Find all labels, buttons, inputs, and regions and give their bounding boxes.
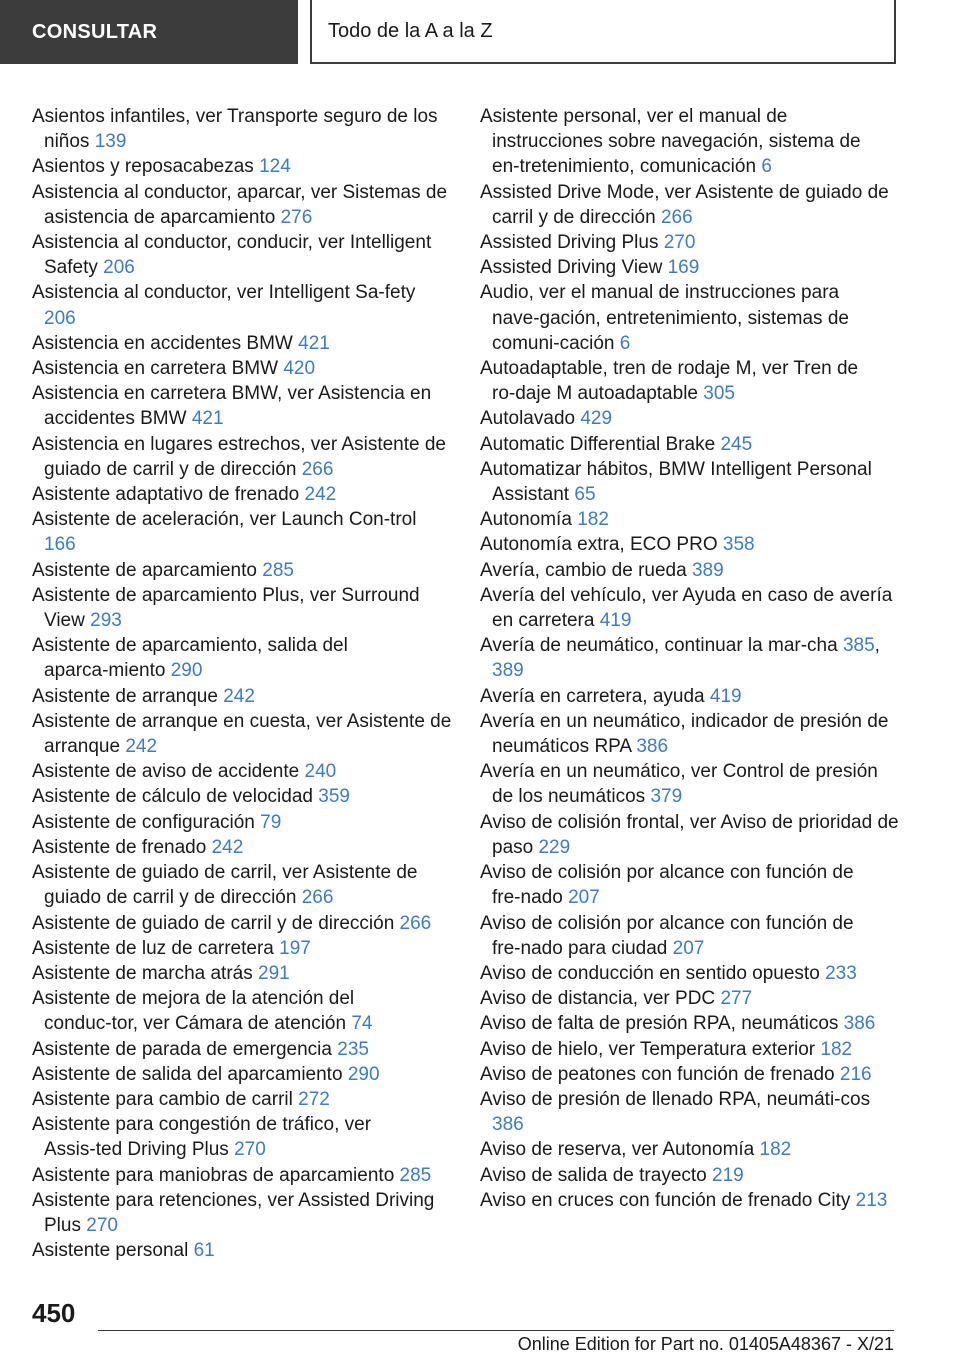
index-entry [32, 633, 452, 683]
index-entry [480, 457, 900, 507]
index-entry-term: Asistente de parada de emergencia [32, 1038, 332, 1060]
index-entry-term: Asistente de aparcamiento Plus, ver Surround View [32, 584, 420, 632]
page-reference-link[interactable]: 233 [825, 962, 857, 984]
index-entry [32, 583, 452, 633]
page-reference-link[interactable]: 240 [304, 761, 337, 783]
index-entry [32, 961, 452, 986]
index-entry [480, 180, 900, 230]
index-entry-term: Autoadaptable, tren de rodaje M, ver Tren de ro‑daje M autoadaptable [480, 358, 859, 405]
index-entry-term: Aviso de salida de trayecto [480, 1164, 707, 1186]
page-reference-link[interactable]: 74 [351, 1013, 373, 1035]
page-reference-link[interactable]: 79 [260, 811, 282, 833]
page-reference-link[interactable]: 421 [191, 408, 224, 430]
page-reference-link[interactable]: 276 [280, 206, 313, 228]
page-reference-link[interactable]: 389 [492, 660, 524, 682]
chapter-tab: Todo de la A a la Z [310, 0, 896, 64]
index-entry [480, 1163, 900, 1188]
index-entry-term: Aviso en cruces con función de frenado City [480, 1189, 851, 1211]
page-reference-link[interactable]: 229 [538, 836, 571, 858]
index-entry-term: Asistente de arranque [32, 685, 218, 707]
index-entry [32, 356, 452, 381]
page-reference-link[interactable]: 419 [709, 685, 742, 707]
page-reference-link[interactable]: 235 [337, 1038, 369, 1060]
index-entry-term: Asistente de configuración [32, 811, 255, 833]
index-entry [32, 331, 452, 356]
index-entry [480, 1011, 900, 1036]
index-entry [32, 180, 452, 230]
page-reference-link[interactable]: 270 [234, 1139, 266, 1161]
index-entry [480, 255, 900, 280]
index-entry [32, 104, 452, 154]
index-entry [480, 1137, 900, 1162]
page-reference-link[interactable]: 290 [347, 1063, 380, 1085]
page-reference-link[interactable]: 65 [574, 484, 596, 506]
index-entry [32, 709, 452, 759]
index-entry [32, 860, 452, 910]
page-reference-link[interactable]: 389 [691, 559, 724, 581]
index-entry [32, 759, 452, 784]
index-entry-term: Asistente de frenado [32, 836, 207, 858]
index-entry-term: Avería del vehículo, ver Ayuda en caso de avería en carretera [480, 584, 893, 632]
index-entry [480, 583, 900, 633]
index-entry [480, 1037, 900, 1062]
index-entry [32, 936, 452, 961]
page-reference-link[interactable]: 386 [636, 736, 669, 758]
index-entry [32, 1087, 452, 1112]
index-entry-term: Audio, ver el manual de instrucciones para nave‑gación, entretenimiento, sistemas de comuni‑cación [480, 282, 849, 354]
index-entry [480, 684, 900, 709]
page-reference-link[interactable]: 197 [279, 937, 311, 959]
page-reference-link[interactable]: 266 [660, 206, 693, 228]
index-entry-term: Asistente de aceleración, ver Launch Con‑trol [32, 509, 417, 531]
index-entry [480, 961, 900, 986]
index-entry-term: Autonomía extra, ECO PRO [480, 534, 718, 556]
index-entry [480, 1188, 900, 1213]
index-entry-term: Asistente de mejora de la atención del conduc‑tor, ver Cámara de atención [32, 988, 355, 1035]
index-entry-term: Autolavado [480, 408, 576, 430]
index-entry-term: Asientos y reposacabezas [32, 156, 254, 178]
index-entry [32, 154, 452, 179]
index-entry-term: Asistencia al conductor, conducir, ver Intelligent Safety [32, 232, 432, 279]
index-entry-term: Aviso de colisión por alcance con función de fre‑nado [480, 862, 854, 909]
index-entry [32, 810, 452, 835]
index-entry-term: Aviso de reserva, ver Autonomía [480, 1139, 755, 1161]
index-entry-term: Aviso de conducción en sentido opuesto [480, 962, 820, 984]
index-entry [32, 507, 452, 557]
index-entry [480, 810, 900, 860]
index-entry [480, 911, 900, 961]
page-header [0, 0, 960, 64]
index-entry [480, 356, 900, 406]
index-entry-term: Asistente de arranque en cuesta, ver Asistente de arranque [32, 710, 452, 758]
index-entry-term: Autonomía [480, 509, 572, 531]
page-reference-link[interactable]: 207 [568, 887, 600, 909]
page-reference-link[interactable]: 291 [258, 962, 290, 984]
page-reference-link[interactable]: 266 [301, 887, 334, 909]
index-entry [480, 432, 900, 457]
index-entry [32, 1163, 452, 1188]
page-reference-link[interactable]: 270 [663, 232, 696, 254]
index-entry-term: Asientos infantiles, ver Transporte seguro de los niños [32, 106, 438, 153]
index-entry [480, 986, 900, 1011]
index-entry-term: Asistente personal, ver el manual de instrucciones sobre navegación, sistema de en‑tretenimiento, comunicación [480, 106, 861, 178]
index-entry-term: Asistente de marcha atrás [32, 962, 253, 984]
page-reference-link[interactable]: 420 [283, 358, 316, 380]
index-entry [32, 911, 452, 936]
index-entry [32, 1062, 452, 1087]
index-entry-term: Asistencia al conductor, aparcar, ver Sistemas de asistencia de aparcamiento [32, 181, 448, 228]
index-entry-term: Assisted Drive Mode, ver Asistente de guiado de carril y de dirección [480, 181, 889, 228]
page-reference-link[interactable]: 386 [843, 1013, 876, 1035]
page-reference-link[interactable]: 206 [44, 307, 76, 329]
page-reference-link[interactable]: 421 [298, 332, 330, 354]
index-entry-term: Aviso de distancia, ver PDC [480, 988, 716, 1010]
footer-divider [98, 1330, 894, 1331]
page-reference-link[interactable]: 266 [399, 912, 432, 934]
index-entry: Avería de neumático, continuar la mar‑cha 385, 389 [480, 635, 880, 682]
index-entry [32, 1188, 452, 1238]
index-entry-term: Asistencia en carretera BMW [32, 358, 279, 380]
page-reference-link[interactable]: 219 [712, 1164, 744, 1186]
index-entry-term: Assisted Driving Plus [480, 232, 659, 254]
index-entry [480, 507, 900, 532]
index-entry-term: Avería de neumático, continuar la mar‑cha [480, 635, 838, 657]
index-entry [480, 860, 900, 910]
page-reference-link[interactable]: 385 [842, 635, 875, 657]
index-entry [32, 1238, 452, 1263]
index-entry-term: Asistente de guiado de carril y de dirección [32, 912, 395, 934]
index-entry [480, 1087, 900, 1137]
index-entry-term: Aviso de colisión por alcance con función de fre‑nado para ciudad [480, 912, 854, 959]
page-reference-link[interactable]: 6 [619, 332, 631, 354]
page-reference-link[interactable]: 182 [759, 1139, 792, 1161]
index-entry-term: Avería en un neumático, ver Control de presión de los neumáticos [480, 761, 878, 808]
page-reference-link[interactable]: 166 [44, 534, 76, 556]
index-entry-term: Automatic Differential Brake [480, 433, 716, 455]
index-entry-term: Automatizar hábitos, BMW Intelligent Personal Assistant [480, 458, 872, 506]
page-reference-link[interactable]: 182 [577, 509, 609, 531]
index-column-right [480, 104, 900, 1213]
index-entry [480, 558, 900, 583]
index-entry [32, 432, 452, 482]
index-entry-term: Avería en carretera, ayuda [480, 685, 705, 707]
page-reference-link[interactable]: 213 [855, 1189, 888, 1211]
index-entry [480, 280, 900, 356]
index-entry [32, 230, 452, 280]
page-reference-link[interactable]: 358 [722, 534, 755, 556]
page-reference-link[interactable]: 285 [399, 1164, 432, 1186]
index-entry [32, 1112, 452, 1162]
index-column-left [32, 104, 452, 1263]
index-entry [480, 759, 900, 809]
index-entry-term: Asistencia en carretera BMW, ver Asistencia en accidentes BMW [32, 383, 432, 430]
index-entry-term: Aviso de falta de presión RPA, neumáticos [480, 1013, 839, 1035]
index-entry-term: Asistente de aviso de accidente [32, 761, 300, 783]
index-entry [480, 230, 900, 255]
index-entry [32, 381, 452, 431]
page-reference-link[interactable]: 182 [820, 1038, 853, 1060]
index-entry [32, 482, 452, 507]
index-entry [480, 709, 900, 759]
page-number: 450 [32, 1298, 76, 1328]
page-reference-link[interactable]: 290 [170, 660, 203, 682]
page-reference-link[interactable]: 206 [103, 257, 135, 279]
page-reference-link[interactable]: 277 [720, 988, 753, 1010]
index-entry [480, 532, 900, 557]
page-reference-link[interactable]: 139 [94, 131, 127, 153]
index-entry-term: Asistente para retenciones, ver Assisted Driving Plus [32, 1189, 435, 1236]
index-entry [32, 784, 452, 809]
page-reference-link[interactable]: 293 [90, 610, 122, 632]
index-entry-term: Asistencia al conductor, ver Intelligent Sa‑fety [32, 282, 416, 304]
index-entry-term: Asistente de salida del aparcamiento [32, 1063, 343, 1085]
page-reference-link[interactable]: 242 [304, 484, 337, 506]
index-entry-term: Asistente para cambio de carril [32, 1088, 293, 1110]
page-reference-link[interactable]: 61 [193, 1240, 215, 1262]
page-reference-link[interactable]: 272 [298, 1088, 330, 1110]
index-entry [480, 104, 900, 180]
index-entry-term: Asistente de aparcamiento, salida del aparca‑miento [32, 635, 348, 682]
edition-footer: Online Edition for Part no. 01405A48367 - X/21 [517, 1334, 894, 1354]
index-entry [480, 406, 900, 431]
index-entry-term: Asistente para maniobras de aparcamiento [32, 1164, 395, 1186]
index-entry [32, 558, 452, 583]
index-entry-term: Asistente adaptativo de frenado [32, 484, 300, 506]
page-reference-link[interactable]: 270 [86, 1214, 118, 1236]
index-entry [480, 1062, 900, 1087]
index-entry-term: Asistente para congestión de tráfico, ver Assis‑ted Driving Plus [32, 1114, 372, 1161]
page-reference-link[interactable]: 266 [301, 458, 334, 480]
index-entry-term: Asistente de luz de carretera [32, 937, 274, 959]
index-entry-term: Asistencia en lugares estrechos, ver Asistente de guiado de carril y de dirección [32, 433, 447, 480]
index-entry-term: Asistente de cálculo de velocidad [32, 786, 313, 808]
page-reference-link[interactable]: 207 [672, 937, 705, 959]
section-tab: CONSULTAR [0, 0, 298, 64]
index-entry-term: Aviso de colisión frontal, ver Aviso de prioridad de paso [480, 811, 899, 858]
page-reference-link[interactable]: 359 [318, 786, 350, 808]
index-entry [32, 280, 452, 330]
page-reference-link[interactable]: 242 [223, 685, 255, 707]
page-reference-link[interactable]: 124 [259, 156, 291, 178]
page-reference-link[interactable]: 242 [211, 836, 244, 858]
index-entry [32, 1037, 452, 1062]
page-reference-link[interactable]: 245 [720, 433, 753, 455]
index-entry-term: Aviso de presión de llenado RPA, neumáti‑cos [480, 1088, 871, 1110]
page-reference-link[interactable]: 386 [492, 1114, 524, 1136]
index-entry-term: Avería en un neumático, indicador de presión de neumáticos RPA [480, 710, 889, 758]
index-entry-term: Avería, cambio de rueda [480, 559, 687, 581]
index-entry-term: Asistente personal [32, 1240, 189, 1262]
page-reference-link[interactable]: 379 [650, 786, 683, 808]
index-entry [32, 835, 452, 860]
page-reference-link[interactable]: 419 [599, 610, 632, 632]
index-entry-term: Aviso de hielo, ver Temperatura exterior [480, 1038, 816, 1060]
index-entry-term: Asistente de guiado de carril, ver Asistente de guiado de carril y de dirección [32, 862, 418, 909]
page-reference-link[interactable]: 285 [262, 559, 294, 581]
page-reference-link[interactable]: 429 [580, 408, 613, 430]
page-reference-link[interactable]: 305 [703, 383, 735, 405]
page-reference-link[interactable]: 6 [761, 156, 772, 178]
index-entry [32, 684, 452, 709]
page-reference-link[interactable]: 169 [667, 257, 700, 279]
page-reference-link[interactable]: 216 [839, 1063, 872, 1085]
index-entry-term: Aviso de peatones con función de frenado [480, 1063, 835, 1085]
page-reference-link[interactable]: 242 [125, 736, 158, 758]
index-entry-term: Asistencia en accidentes BMW [32, 332, 293, 354]
index-entry-term: Asistente de aparcamiento [32, 559, 257, 581]
index-entry [32, 986, 452, 1036]
index-entry-term: Assisted Driving View [480, 257, 663, 279]
